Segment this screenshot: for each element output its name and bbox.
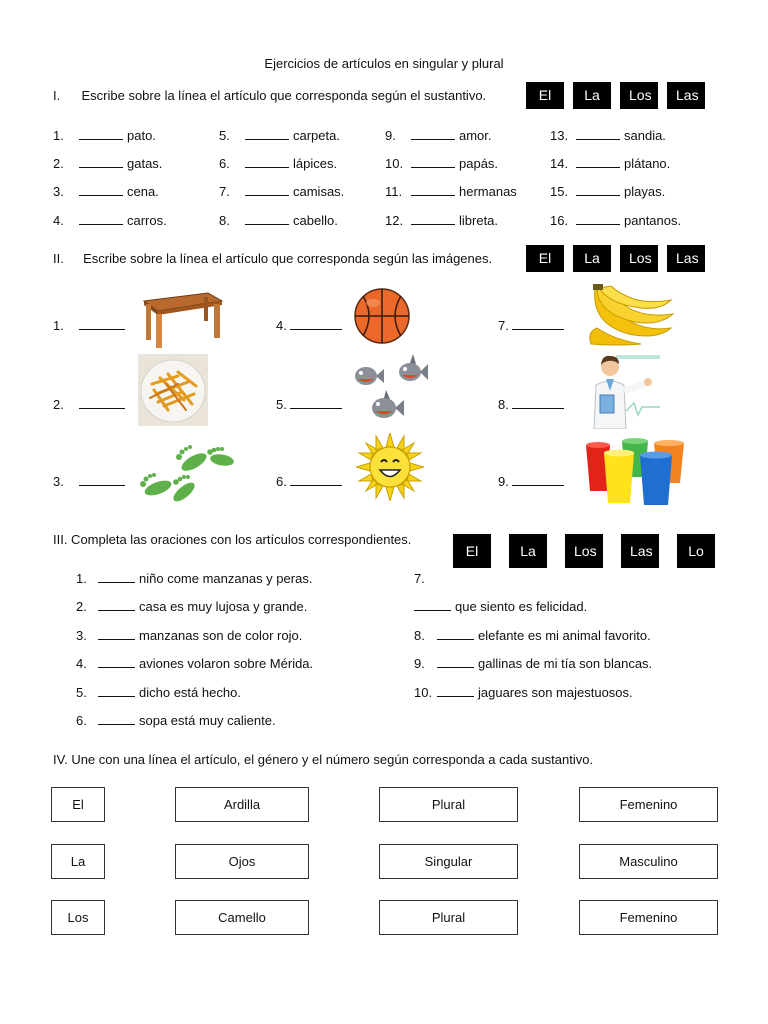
bananas-icon bbox=[585, 284, 675, 346]
answer-line[interactable] bbox=[437, 638, 474, 640]
answer-line[interactable] bbox=[98, 581, 135, 583]
item-word: cena. bbox=[127, 184, 159, 199]
item-number: 3. bbox=[76, 628, 87, 643]
sun-icon bbox=[356, 433, 424, 501]
section3-instruction: III. Completa las oraciones con los artículos correspondientes. bbox=[53, 532, 412, 547]
item-number: 16. bbox=[550, 213, 569, 228]
item-number: 2. bbox=[76, 599, 87, 614]
item-number: 9. bbox=[414, 656, 425, 671]
answer-line[interactable] bbox=[437, 695, 474, 697]
answer-line[interactable] bbox=[414, 609, 451, 611]
item-word: pato. bbox=[127, 128, 156, 143]
item-number: 1. bbox=[53, 128, 64, 143]
chip-el: El bbox=[526, 82, 564, 109]
noun-box[interactable]: Ardilla bbox=[175, 787, 309, 822]
item-word: papás. bbox=[459, 156, 499, 171]
chip-las: Las bbox=[667, 245, 705, 272]
s1-item bbox=[385, 213, 498, 228]
answer-line[interactable] bbox=[512, 484, 564, 486]
s2-item-4: 4. bbox=[276, 318, 346, 333]
s1-item bbox=[385, 128, 492, 143]
answer-line[interactable] bbox=[79, 484, 125, 486]
item-word: playas. bbox=[624, 184, 666, 199]
answer-line[interactable] bbox=[411, 166, 455, 168]
fish-icon bbox=[350, 352, 430, 428]
s2-item-1: 1. bbox=[53, 318, 129, 333]
answer-line[interactable] bbox=[437, 666, 474, 668]
answer-line[interactable] bbox=[245, 194, 289, 196]
s3-sentence bbox=[76, 571, 312, 586]
item-number: 12. bbox=[385, 213, 404, 228]
item-word: cabello. bbox=[293, 213, 338, 228]
item-number: 3. bbox=[53, 184, 64, 199]
s2-item-8: 8. bbox=[498, 397, 568, 412]
answer-line[interactable] bbox=[245, 138, 289, 140]
answer-line[interactable] bbox=[98, 695, 135, 697]
section1-chips bbox=[526, 82, 705, 109]
item-word: carpeta. bbox=[293, 128, 340, 143]
section4-instruction: IV. Une con una línea el artículo, el género y el número según corresponda a cada sustantivo. bbox=[53, 752, 594, 767]
s1-item bbox=[53, 184, 159, 199]
chip-lo: Lo bbox=[677, 534, 715, 568]
item-number: 6. bbox=[76, 713, 87, 728]
item-word: carros. bbox=[127, 213, 167, 228]
answer-line[interactable] bbox=[290, 484, 342, 486]
article-box[interactable]: Los bbox=[51, 900, 105, 935]
answer-line[interactable] bbox=[245, 223, 289, 225]
table-icon bbox=[136, 287, 226, 349]
sentence-text: que siento es felicidad. bbox=[455, 599, 588, 614]
number-box[interactable]: Plural bbox=[379, 900, 518, 935]
section2-heading bbox=[53, 251, 492, 266]
sentence-text: elefante es mi animal favorito. bbox=[478, 628, 651, 643]
chip-los: Los bbox=[565, 534, 603, 568]
s3-sentence bbox=[414, 685, 633, 700]
item-word: sandia. bbox=[624, 128, 666, 143]
s3-sentence bbox=[414, 656, 652, 671]
s2-item-3: 3. bbox=[53, 474, 129, 489]
sentence-text: casa es muy lujosa y grande. bbox=[139, 599, 308, 614]
item-number: 14. bbox=[550, 156, 569, 171]
page-title: Ejercicios de artículos en singular y plural bbox=[264, 56, 504, 71]
s2-item-5: 5. bbox=[276, 397, 346, 412]
noun-box[interactable]: Ojos bbox=[175, 844, 309, 879]
s1-item bbox=[219, 184, 344, 199]
gender-box[interactable]: Masculino bbox=[579, 844, 718, 879]
s3-sentence bbox=[76, 713, 276, 728]
item-word: camisas. bbox=[293, 184, 345, 199]
answer-line[interactable] bbox=[411, 223, 455, 225]
sentence-text: dicho está hecho. bbox=[139, 685, 241, 700]
s3-sentence bbox=[76, 685, 241, 700]
s2-item-7: 7. bbox=[498, 318, 568, 333]
s3-sentence bbox=[76, 628, 302, 643]
answer-line[interactable] bbox=[98, 609, 135, 611]
answer-line[interactable] bbox=[411, 194, 455, 196]
item-number: 5. bbox=[76, 685, 87, 700]
item-word: libreta. bbox=[459, 213, 499, 228]
section1-heading bbox=[53, 88, 486, 103]
item-word: hermanas bbox=[459, 184, 517, 199]
chip-la: La bbox=[509, 534, 547, 568]
answer-line[interactable] bbox=[576, 194, 620, 196]
chip-las: Las bbox=[667, 82, 705, 109]
item-word: lápices. bbox=[293, 156, 338, 171]
item-number: 10. bbox=[385, 156, 404, 171]
s3-sentence bbox=[76, 656, 313, 671]
chip-los: Los bbox=[620, 245, 658, 272]
item-number: 7. bbox=[219, 184, 230, 199]
chip-la: La bbox=[573, 245, 611, 272]
footprints-icon bbox=[138, 442, 234, 504]
answer-line[interactable] bbox=[290, 328, 342, 330]
item-number: 8. bbox=[414, 628, 425, 643]
fries-icon bbox=[138, 354, 208, 426]
answer-line[interactable] bbox=[98, 638, 135, 640]
answer-line[interactable] bbox=[98, 723, 135, 725]
section3-chips bbox=[453, 534, 715, 568]
answer-line[interactable] bbox=[79, 194, 123, 196]
s2-item-9: 9. bbox=[498, 474, 568, 489]
chip-el: El bbox=[453, 534, 491, 568]
s1-item bbox=[219, 213, 338, 228]
item-number: 1. bbox=[76, 571, 87, 586]
answer-line[interactable] bbox=[576, 138, 620, 140]
answer-line[interactable] bbox=[79, 166, 123, 168]
answer-line[interactable] bbox=[79, 223, 123, 225]
answer-line[interactable] bbox=[576, 223, 620, 225]
item-number: 7. bbox=[414, 571, 425, 586]
item-word: pantanos. bbox=[624, 213, 682, 228]
answer-line[interactable] bbox=[79, 138, 123, 140]
sentence-text: gallinas de mi tía son blancas. bbox=[478, 656, 653, 671]
s3-sentence bbox=[76, 599, 307, 614]
cups-icon bbox=[584, 437, 688, 505]
answer-line[interactable] bbox=[512, 328, 564, 330]
gender-box[interactable]: Femenino bbox=[579, 787, 718, 822]
chip-las: Las bbox=[621, 534, 659, 568]
s3-sentence bbox=[414, 599, 587, 614]
sentence-text: sopa está muy caliente. bbox=[139, 713, 276, 728]
noun-box[interactable]: Camello bbox=[175, 900, 309, 935]
s1-item bbox=[385, 156, 498, 171]
answer-line[interactable] bbox=[576, 166, 620, 168]
gender-box[interactable]: Femenino bbox=[579, 900, 718, 935]
s1-item bbox=[53, 213, 167, 228]
answer-line[interactable] bbox=[79, 328, 125, 330]
answer-line[interactable] bbox=[98, 666, 135, 668]
s1-item bbox=[219, 156, 337, 171]
s3-sentence bbox=[414, 571, 437, 586]
answer-line[interactable] bbox=[411, 138, 455, 140]
chip-el: El bbox=[526, 245, 564, 272]
item-number: 9. bbox=[385, 128, 396, 143]
s1-item bbox=[53, 128, 156, 143]
item-number: 6. bbox=[219, 156, 230, 171]
item-number: 5. bbox=[219, 128, 230, 143]
s3-sentence bbox=[414, 628, 651, 643]
item-word: gatas. bbox=[127, 156, 163, 171]
item-number: 10. bbox=[414, 685, 433, 700]
sentence-text: jaguares son majestuosos. bbox=[478, 685, 633, 700]
s1-item bbox=[550, 128, 666, 143]
number-box[interactable]: Plural bbox=[379, 787, 518, 822]
s1-item bbox=[53, 156, 162, 171]
item-word: amor. bbox=[459, 128, 492, 143]
chip-los: Los bbox=[620, 82, 658, 109]
item-number: 15. bbox=[550, 184, 569, 199]
item-number: 8. bbox=[219, 213, 230, 228]
answer-line[interactable] bbox=[290, 407, 342, 409]
s1-item bbox=[550, 184, 665, 199]
chip-la: La bbox=[573, 82, 611, 109]
section2-number: II. bbox=[53, 251, 64, 266]
s1-item bbox=[219, 128, 340, 143]
s1-item bbox=[385, 184, 517, 199]
item-number: 4. bbox=[76, 656, 87, 671]
basketball-icon bbox=[353, 287, 411, 345]
item-number: 11. bbox=[385, 184, 403, 199]
section2-chips bbox=[526, 245, 705, 272]
answer-line[interactable] bbox=[512, 407, 564, 409]
s2-item-6: 6. bbox=[276, 474, 346, 489]
sentence-text: niño come manzanas y peras. bbox=[139, 571, 313, 586]
number-box[interactable]: Singular bbox=[379, 844, 518, 879]
item-word: plátano. bbox=[624, 156, 671, 171]
doctor-icon bbox=[586, 351, 660, 429]
article-box[interactable]: La bbox=[51, 844, 105, 879]
item-number: 2. bbox=[53, 156, 64, 171]
section2-instruction: Escribe sobre la línea el artículo que corresponda según las imágenes. bbox=[83, 251, 493, 266]
s2-item-2: 2. bbox=[53, 397, 129, 412]
s1-item bbox=[550, 156, 670, 171]
sentence-text: manzanas son de color rojo. bbox=[139, 628, 303, 643]
answer-line[interactable] bbox=[245, 166, 289, 168]
answer-line[interactable] bbox=[79, 407, 125, 409]
section1-number: I. bbox=[53, 88, 61, 103]
item-number: 13. bbox=[550, 128, 569, 143]
sentence-text: aviones volaron sobre Mérida. bbox=[139, 656, 314, 671]
section1-instruction: Escribe sobre la línea el artículo que corresponda según el sustantivo. bbox=[81, 88, 487, 103]
article-box[interactable]: El bbox=[51, 787, 105, 822]
s1-item bbox=[550, 213, 681, 228]
item-number: 4. bbox=[53, 213, 64, 228]
